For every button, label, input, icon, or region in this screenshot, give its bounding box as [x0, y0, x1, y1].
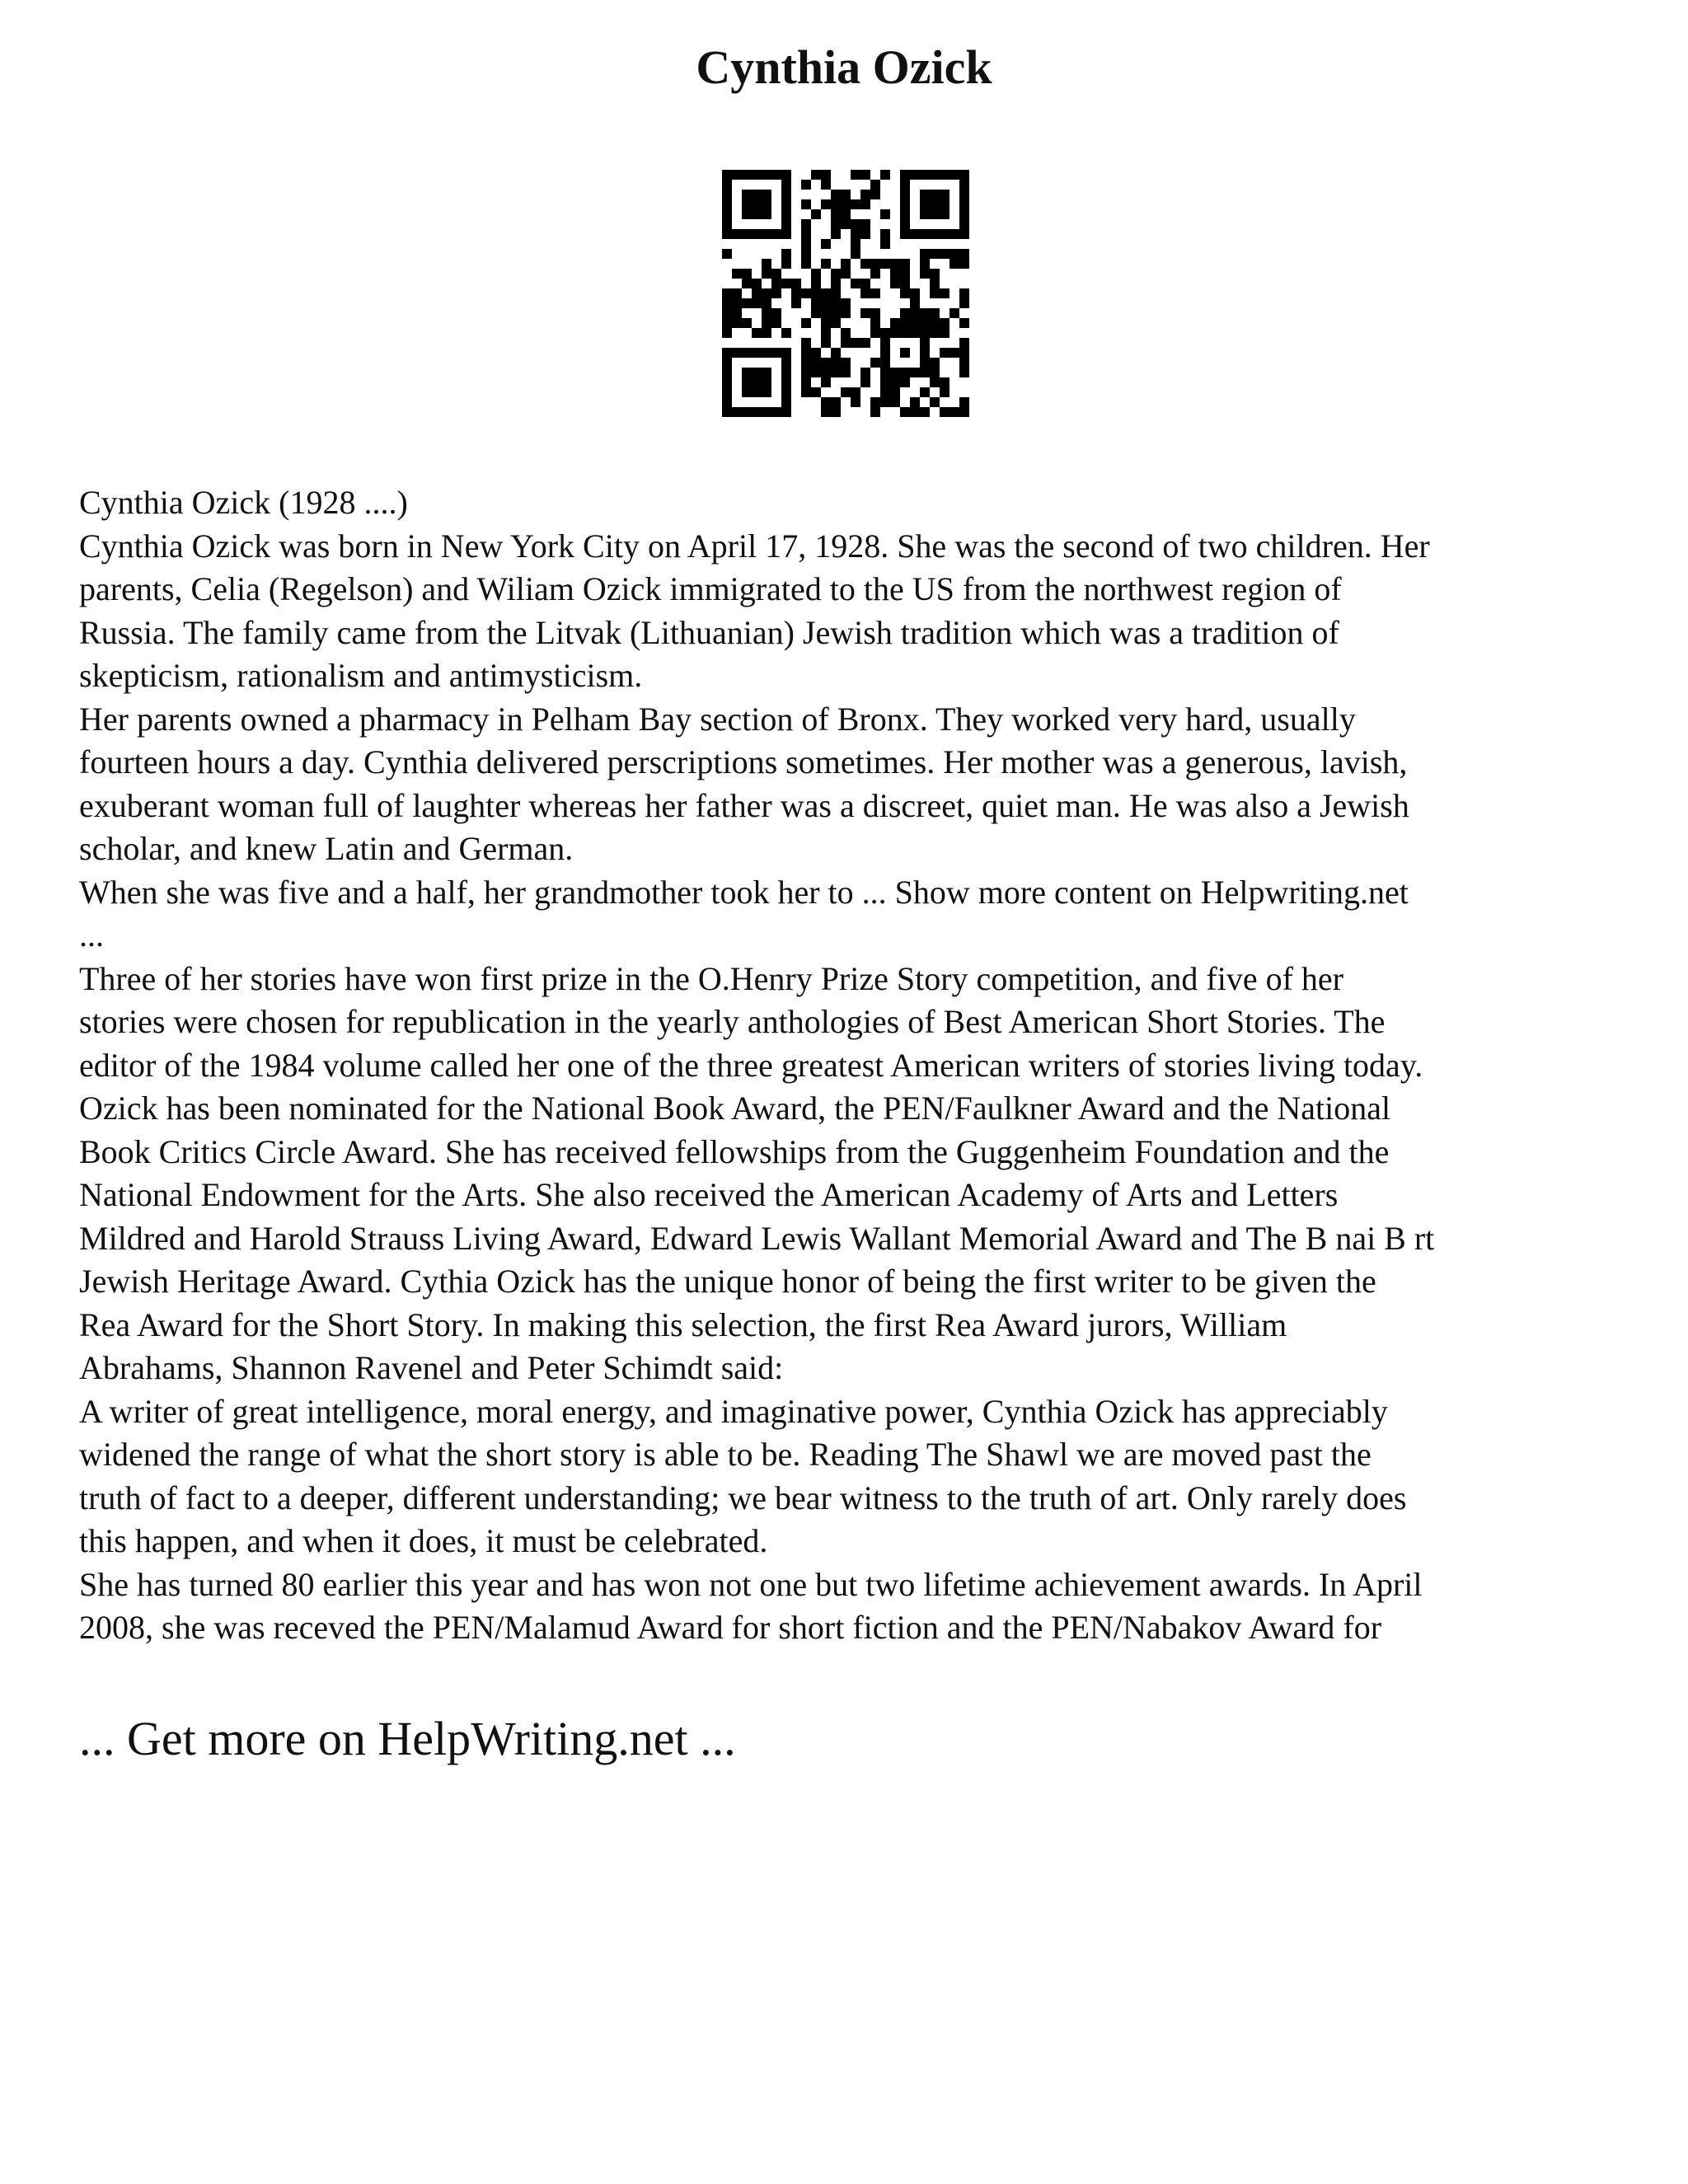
- text-line: Book Critics Circle Award. She has received fellowships from the Guggenheim Foundation and the: [79, 1132, 1390, 1170]
- text-line: scholar, and knew Latin and German.: [79, 830, 574, 867]
- text-line: When she was five and a half, her grandmother took her to ... Show more content on Helpwriting.net: [79, 873, 1409, 911]
- article-body: [79, 481, 1629, 1650]
- text-line: National Endowment for the Arts. She also received the American Academy of Arts and Letters: [79, 1176, 1339, 1213]
- text-line: Abrahams, Shannon Ravenel and Peter Schimdt said:: [79, 1349, 784, 1386]
- text-line: stories were chosen for republication in the yearly anthologies of Best American Short Stories. The: [79, 1003, 1386, 1040]
- text-line: widened the range of what the short story is able to be. Reading The Shawl we are moved past the: [79, 1436, 1372, 1473]
- text-line: exuberant woman full of laughter whereas her father was a discreet, quiet man. He was also a Jewish: [79, 786, 1409, 824]
- text-line: editor of the 1984 volume called her one of the three greatest American writers of stories living today.: [79, 1046, 1423, 1084]
- text-line: Cynthia Ozick (1928 ....): [79, 484, 408, 521]
- text-line: Her parents owned a pharmacy in Pelham Bay section of Bronx. They worked very hard, usually: [79, 700, 1356, 738]
- text-line: Mildred and Harold Strauss Living Award, Edward Lewis Wallant Memorial Award and The B nai B rt: [79, 1219, 1435, 1257]
- text-line: skepticism, rationalism and antimysticism.: [79, 657, 643, 694]
- text-line: 2008, she was receved the PEN/Malamud Award for short fiction and the PEN/Nabakov Award for: [79, 1609, 1382, 1646]
- qr-code-icon[interactable]: [722, 170, 969, 417]
- text-line: Three of her stories have won first prize in the O.Henry Prize Story competition, and five of her: [79, 959, 1343, 997]
- text-line: fourteen hours a day. Cynthia delivered perscriptions sometimes. Her mother was a generous, lavish,: [79, 743, 1408, 780]
- get-more-link[interactable]: ... Get more on HelpWriting.net ...: [79, 1712, 736, 1765]
- page-title: Cynthia Ozick: [696, 40, 992, 94]
- text-line: Cynthia Ozick was born in New York City on April 17, 1928. She was the second of two children. Her: [79, 527, 1430, 565]
- text-line: A writer of great intelligence, moral energy, and imaginative power, Cynthia Ozick has appreciably: [79, 1392, 1388, 1430]
- text-line: Ozick has been nominated for the National Book Award, the PEN/Faulkner Award and the National: [79, 1090, 1391, 1127]
- text-line: truth of fact to a deeper, different understanding; we bear witness to the truth of art. Only rarely does: [79, 1479, 1407, 1516]
- text-line: She has turned 80 earlier this year and has won not one but two lifetime achievement awards. In April: [79, 1565, 1423, 1603]
- text-line: Jewish Heritage Award. Cythia Ozick has the unique honor of being the first writer to be given the: [79, 1263, 1376, 1300]
- text-line: Russia. The family came from the Litvak (Lithuanian) Jewish tradition which was a tradition of: [79, 613, 1339, 651]
- text-line: this happen, and when it does, it must be celebrated.: [79, 1522, 768, 1559]
- text-line: parents, Celia (Regelson) and Wiliam Ozick immigrated to the US from the northwest region of: [79, 570, 1342, 607]
- text-line: ...: [79, 916, 104, 954]
- text-line: Rea Award for the Short Story. In making this selection, the first Rea Award jurors, William: [79, 1305, 1287, 1343]
